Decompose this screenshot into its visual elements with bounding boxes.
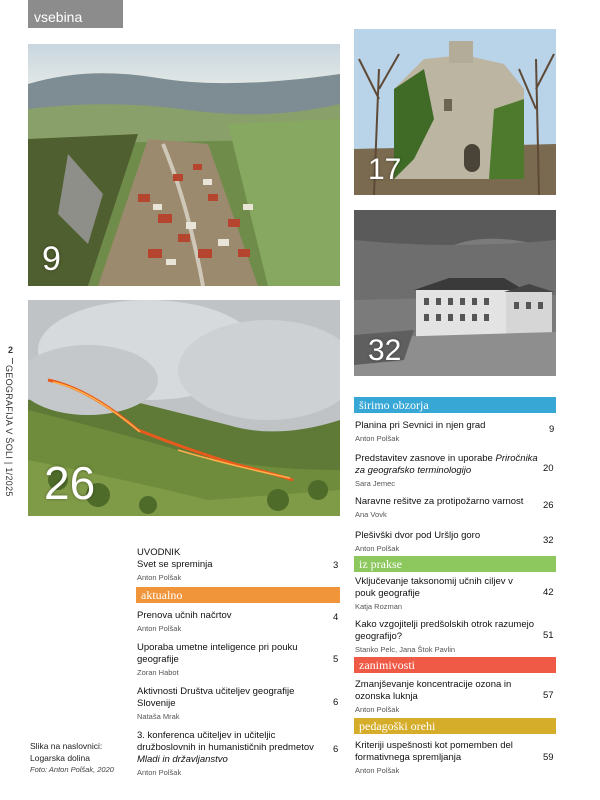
entry-title: Plešivški dvor pod Uršljo goro (355, 530, 481, 541)
caption-line-2: Logarska dolina (30, 753, 91, 763)
entry-title (355, 453, 540, 477)
entry-title-italic: Priročnika za geografsko terminologijo (355, 453, 538, 476)
entry-page: 6 (333, 697, 339, 708)
entry-title: Zmanjševanje koncentracije ozona in ozonska luknja (355, 679, 512, 702)
toc-entry (137, 610, 312, 633)
photo-aerial-village (28, 44, 340, 286)
entry-author: Anton Polšak (355, 434, 400, 443)
entry-title: Prenova učnih načrtov (137, 610, 232, 621)
entry-author: Anton Polšak (137, 573, 182, 582)
photo-page-number: 17 (368, 153, 402, 186)
section-band-pedagoski-orehi: pedagoški orehi (354, 718, 556, 734)
entry-page: 3 (333, 560, 339, 571)
sidebar-divider (12, 358, 13, 364)
entry-title: Vključevanje taksonomij učnih ciljev v pouk geografije (355, 576, 513, 599)
toc-entry (137, 642, 312, 677)
entry-page: 9 (549, 424, 555, 435)
caption-credit: Foto: Anton Polšak, 2020 (30, 765, 114, 774)
entry-title: Planina pri Sevnici in njen grad (355, 420, 486, 431)
toc-entry (137, 730, 322, 777)
toc-entry (137, 686, 317, 721)
cover-caption (30, 740, 114, 776)
entry-page: 42 (543, 587, 554, 598)
entry-author: Anton Polšak (355, 705, 400, 714)
toc-entry (355, 420, 535, 443)
entry-author: Anton Polšak (355, 766, 400, 775)
section-tab: vsebina (28, 0, 123, 28)
toc-entry (355, 496, 535, 519)
entry-title: Aktivnosti Društva učiteljev geografije Slovenije (137, 686, 295, 709)
entry-author: Anton Polšak (137, 768, 182, 777)
entry-page: 59 (543, 752, 554, 763)
photo-page-number: 32 (368, 334, 402, 367)
entry-author: Sara Jemec (355, 479, 396, 488)
section-band-sirimo-obzorja: širimo obzorja (354, 397, 556, 413)
entry-title: Kako vzgojitelji predšolskih otrok razumejo geografijo? (355, 619, 534, 642)
toc-entry (355, 740, 540, 775)
photo-page-number: 9 (42, 240, 61, 278)
photo-page-number: 26 (44, 457, 96, 509)
toc-entry (355, 576, 535, 611)
toc-entry (137, 547, 312, 582)
page-number: 2 (8, 345, 14, 355)
entry-page: 32 (543, 535, 554, 546)
section-label-uvodnik: UVODNIK (137, 547, 181, 558)
entry-author: Nataša Mrak (137, 712, 180, 721)
entry-author: Anton Polšak (137, 624, 182, 633)
section-band-aktualno: aktualno (136, 587, 340, 603)
entry-author: Zoran Habot (137, 668, 179, 677)
photo-castle-ruin (354, 29, 556, 195)
section-band-iz-prakse: iz prakse (354, 556, 556, 572)
entry-title-plain: Predstavitev zasnove in uporabe (355, 453, 493, 464)
entry-title: Naravne rešitve za protipožarno varnost (355, 496, 524, 507)
entry-title: Kriteriji uspešnosti kot pomemben del formativnega spremljanja (355, 740, 513, 763)
entry-title-italic: Mladi in državljanstvo (137, 754, 228, 765)
entry-author: Katja Rozman (355, 602, 403, 611)
toc-entry (355, 453, 540, 488)
entry-title: 3. konferenca učiteljev in učiteljic družboslovnih in humanističnih predmetov (137, 730, 314, 753)
entry-page: 20 (543, 463, 554, 474)
photo-historic-manor (354, 210, 556, 376)
entry-author: Stanko Pelc, Jana Štok Pavlin (355, 645, 456, 654)
toc-entry (355, 530, 535, 553)
entry-title: Svet se spreminja (137, 559, 213, 570)
entry-page: 51 (543, 630, 554, 641)
section-band-zanimivosti: zanimivosti (354, 657, 556, 673)
entry-title: Uporaba umetne inteligence pri pouku geografije (137, 642, 298, 665)
toc-entry (355, 619, 535, 654)
caption-line-1: Slika na naslovnici: (30, 741, 103, 751)
entry-page: 6 (333, 744, 339, 755)
entry-author: Ana Vovk (355, 510, 387, 519)
toc-entry (355, 679, 535, 714)
entry-page: 4 (333, 612, 339, 623)
entry-page: 57 (543, 690, 554, 701)
entry-page: 5 (333, 654, 339, 665)
entry-author: Anton Polšak (355, 544, 400, 553)
entry-page: 26 (543, 500, 554, 511)
journal-name: GEOGRAFIJA V ŠOLI | 1/2025 (4, 365, 14, 497)
photo-forest-fire (28, 300, 340, 516)
